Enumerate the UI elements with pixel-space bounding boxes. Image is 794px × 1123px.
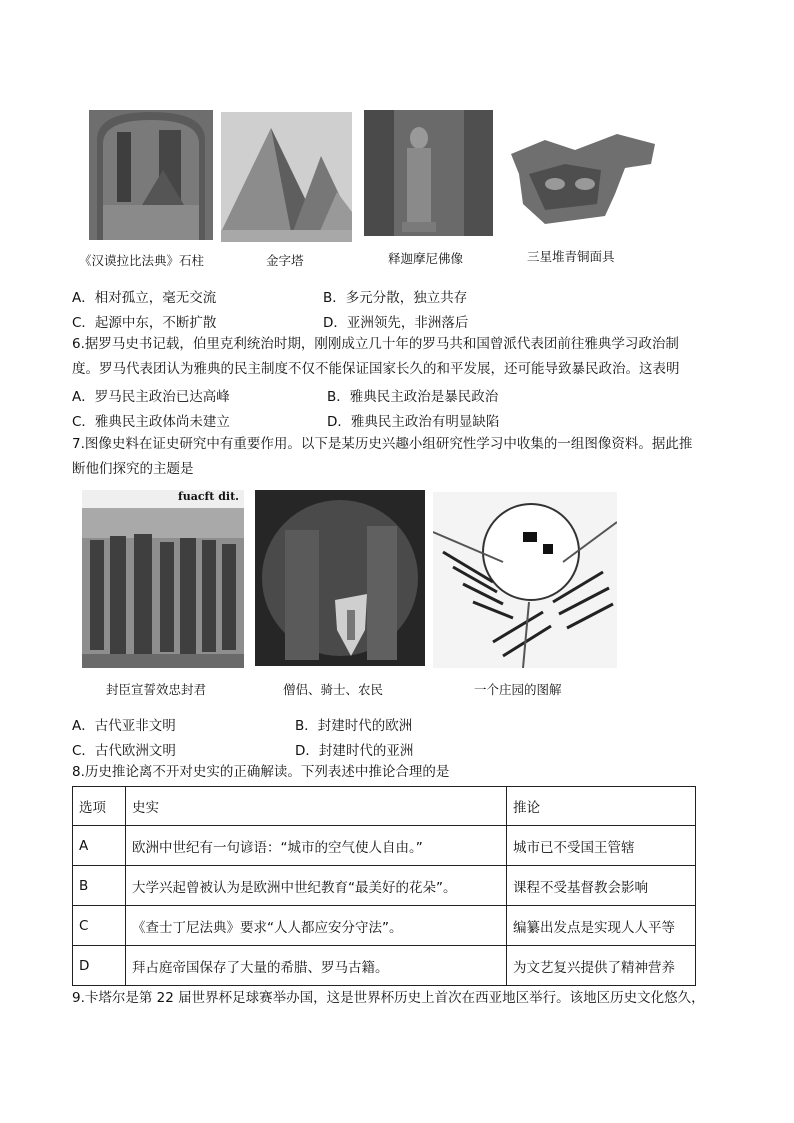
option-a: A．相对孤立，毫无交流: [72, 290, 217, 306]
table-cell: 城市已不受国王管辖: [507, 826, 696, 866]
table-header-row: [73, 787, 696, 826]
table-cell: 《查士丁尼法典》要求“人人都应安分守法”。: [126, 906, 507, 946]
image-inscription: fuacft dit.: [178, 490, 239, 503]
table-cell: 欧洲中世纪有一句谚语：“城市的空气使人自由。”: [126, 826, 507, 866]
question-6-text: 度。罗马代表团认为雅典的民主制度不仅不能保证国家长久的和平发展，还可能导致暴民政治。这表明: [72, 361, 680, 377]
table-header-cell: 史实: [126, 787, 507, 826]
question-9-text: 9.卡塔尔是第 22 届世界杯足球赛举办国，这是世界杯历史上首次在西亚地区举行。该地区历史文化悠久，: [72, 990, 705, 1006]
vassal-oath-image: [82, 490, 244, 668]
monk-knight-peasant-image: [255, 490, 425, 666]
option-c: C．起源中东，不断扩散: [72, 315, 217, 331]
table-cell: D: [73, 946, 126, 986]
table-row: [73, 866, 696, 906]
option-a: A．罗马民主政治已达高峰: [72, 389, 230, 405]
option-b: B．雅典民主政治是暴民政治: [327, 389, 499, 405]
image-caption: 《汉谟拉比法典》石柱: [79, 253, 205, 268]
option-d: D．亚洲领先，非洲落后: [323, 315, 469, 331]
table-cell: B: [73, 866, 126, 906]
table-header-cell: 选项: [73, 787, 126, 826]
table-cell: A: [73, 826, 126, 866]
table-cell: 编纂出发点是实现人人平等: [507, 906, 696, 946]
table-row: [73, 946, 696, 986]
table-cell: 拜占庭帝国保存了大量的希腊、罗马古籍。: [126, 946, 507, 986]
pyramids-image: [221, 112, 352, 242]
table-cell: 课程不受基督教会影响: [507, 866, 696, 906]
option-b: B．多元分散，独立共存: [323, 290, 468, 306]
option-c: C．雅典民主政体尚未建立: [72, 414, 230, 430]
image-caption: 封臣宣誓效忠封君: [106, 682, 207, 697]
table-header-cell: 推论: [507, 787, 696, 826]
history-reasoning-table: [72, 786, 696, 986]
table-cell: 为文艺复兴提供了精神营养: [507, 946, 696, 986]
table-row: [73, 906, 696, 946]
manor-diagram-image: [433, 492, 617, 668]
question-6-text: 6.据罗马史书记载，伯里克利统治时期，刚刚成立几十年的罗马共和国曾派代表团前往雅典学习政治制: [72, 336, 679, 352]
sanxingdui-mask-image: [505, 124, 661, 234]
buddha-statue-image: [364, 110, 493, 236]
option-b: B．封建时代的欧洲: [295, 718, 413, 734]
option-d: D．封建时代的亚洲: [295, 743, 414, 759]
option-d: D．雅典民主政治有明显缺陷: [327, 414, 500, 430]
question-7-text: 断他们探究的主题是: [72, 461, 194, 477]
table-cell: C: [73, 906, 126, 946]
table-cell: 大学兴起曾被认为是欧洲中世纪教育“最美好的花朵”。: [126, 866, 507, 906]
hammurabi-stele-image: [89, 110, 213, 240]
image-caption: 三星堆青铜面具: [527, 249, 615, 264]
image-caption: 一个庄园的图解: [474, 682, 562, 697]
option-c: C．古代欧洲文明: [72, 743, 176, 759]
table-row: [73, 826, 696, 866]
option-a: A．古代亚非文明: [72, 718, 176, 734]
image-caption: 释迦摩尼佛像: [388, 251, 464, 266]
question-8-text: 8.历史推论离不开对史实的正确解读。下列表述中推论合理的是: [72, 764, 450, 780]
question-7-text: 7.图像史料在证史研究中有重要作用。以下是某历史兴趣小组研究性学习中收集的一组图像资料。据此推: [72, 436, 693, 452]
image-caption: 僧侣、骑士、农民: [283, 682, 384, 697]
image-caption: 金字塔: [266, 253, 304, 268]
